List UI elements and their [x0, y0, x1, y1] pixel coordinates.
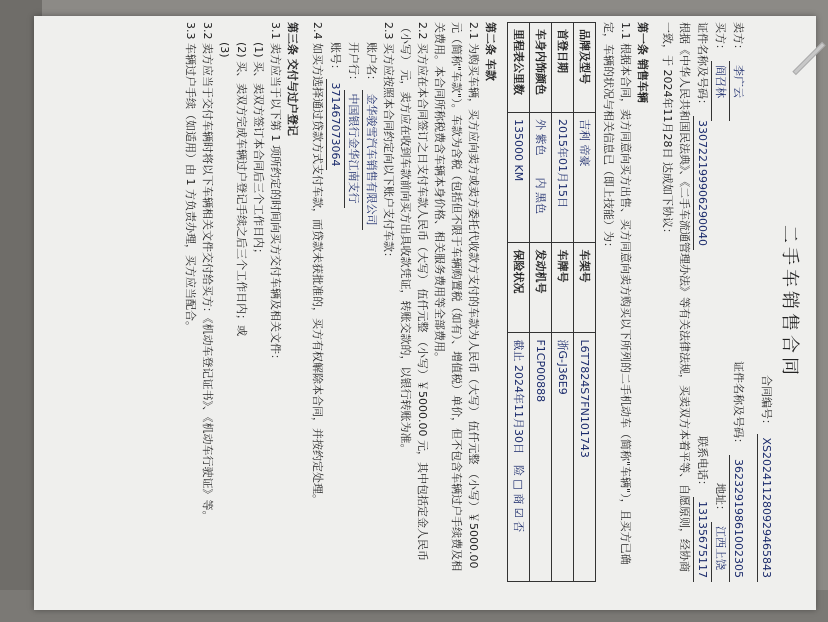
table-cell: 截止 2024年11月30日 险 □ 商 ☑ 否 [508, 333, 530, 582]
table-cell: 2015年01月15日 [552, 113, 574, 243]
account-number-label: 账号： [329, 42, 342, 75]
article-3-title: 第三条 交付与过户登记 [286, 22, 299, 136]
table-cell: 浙G-J36E9 [552, 333, 574, 582]
article-2-3: 2.3 买方应按照本合同约定向以下账户支付车款： [382, 22, 395, 263]
phone-value: 13135675117 [693, 497, 711, 582]
address-label: 地址： [714, 483, 727, 516]
preamble: 根据《中华人民共和国民法典》、《二手车流通管理办法》等有关法律法规，买卖双方本着平等、自愿原则，经协商一致，于 2024年11月28日 达成如下协议： [661, 22, 691, 572]
account-name-label: 账户名： [365, 42, 378, 86]
seller-name: 李广云 [729, 61, 747, 121]
contract-number [757, 22, 775, 582]
contract-document [44, 22, 804, 582]
table-cell: 外 紫色 内 黑色 [530, 113, 552, 243]
table-cell: 吉利 帝豪 [574, 113, 596, 243]
buyer-name: 阎召林 [711, 61, 729, 121]
buyer-id: 330722199906290040 [693, 116, 711, 250]
article-3-1-option-1: (1) 买、卖双方签订本合同后三个工作日内； [252, 42, 265, 260]
seller-id: 36232919861002305 [729, 455, 747, 582]
article-1-title: 第一条 销售车辆 [636, 22, 649, 103]
document-title: 二手车销售合同 [779, 225, 800, 379]
article-2-4: 2.4 如买方选择通过贷款方式支付车款，而贷款未获批准的，买方有权解除本合同，并按约定处理。 [311, 22, 324, 505]
article-3-1-option-3: (3) [218, 42, 231, 58]
table-cell: 135000 KM [508, 113, 530, 243]
contract-number-label: 合同编号： [760, 375, 773, 430]
table-cell: F1CP00888 [530, 333, 552, 582]
bank-label: 开户行： [347, 42, 360, 86]
buyer-id-label: 证件名称及号码： [696, 22, 709, 110]
article-2-title: 第二条 车款 [484, 22, 497, 81]
table-row [508, 23, 530, 582]
account-name: 金华骏雪汽车销售有限公司 [362, 90, 380, 230]
article-3-1: 3.1 卖方应当于以下第 1 项所约定的时间向买方交付车辆及相关文件： [269, 22, 282, 365]
buyer-label: 买方： [714, 22, 727, 55]
article-3-2: 3.2 卖方应当于交付车辆时将以下车辆相关文件交付给买方：《机动车登记证书》、《机动车行驶证》等。 [201, 22, 214, 522]
table-cell: 保险状况 [508, 243, 530, 333]
account-number-line [326, 22, 344, 582]
address-value: 江西上饶 [711, 522, 729, 582]
table-cell: 首登日期 [552, 23, 574, 113]
article-1-1: 1.1 根据本合同，卖方同意向买方出售、买方同意向卖方购买以下所列的二手机动车（简称"车辆"），且买方已确定，车辆的状况与相关信息已（即上技能）为： [602, 22, 632, 565]
table-cell: 里程表公里数 [508, 23, 530, 113]
table-cell: 发动机号 [530, 243, 552, 333]
contract-number-value: XS202411280929465843 [757, 434, 775, 583]
article-2-1: 2.1 为购买车辆，买方应向卖方或卖方委托代收款方支付的车款为人民币（大写） 伍仟元整 （小写）￥5000.00 元（简称"车款"）。车款为含税（包括但不限于车辆购置税（如有）、增值税）单价，但不包含车辆过户手续费及相关费用。本合同所称税费含车辆本身价格、相关服务费用等全部费用。 [433, 22, 480, 572]
seller-id-label: 证件名称及号码： [732, 361, 745, 450]
account-name-line [362, 22, 380, 582]
contract-sheet [34, 16, 816, 610]
article-3-1-option-2: (2) 买、卖双方完成车辆过户登记手续之后三个工作日内；或 [235, 42, 248, 337]
table-row [530, 23, 552, 582]
table-cell: 品牌及型号 [574, 23, 596, 113]
table-cell: 车牌号 [552, 243, 574, 333]
table-cell: 车身内饰颜色 [530, 23, 552, 113]
table-cell: L6T7824S7FN101743 [574, 333, 596, 582]
phone-label: 联系电话： [696, 436, 709, 492]
account-number: 371467073064 [326, 79, 344, 171]
seller-label: 卖方： [732, 22, 745, 55]
vehicle-table [507, 22, 596, 582]
article-2-2: 2.2 买方应在本合同签订之日支付车款人民币（大写） 伍仟元整 （小写）￥5000.00 元，其中包括定金人民币（小写） 元，卖方应在收到车款前向买方出具收款凭证，转账交款的，以银行转账为准。 [399, 22, 429, 561]
buyer-row [711, 22, 729, 582]
buyer-id-row [693, 22, 711, 582]
bank-name: 中国银行金华江南支行 [344, 90, 362, 208]
table-cell: 车架号 [574, 243, 596, 333]
article-3-3: 3.3 车辆过户手续（如适用）由 1 方负责办理，买方应当配合。 [184, 22, 197, 332]
seller-row [729, 22, 747, 582]
table-row [552, 23, 574, 582]
table-row [574, 23, 596, 582]
bank-line [344, 22, 362, 582]
